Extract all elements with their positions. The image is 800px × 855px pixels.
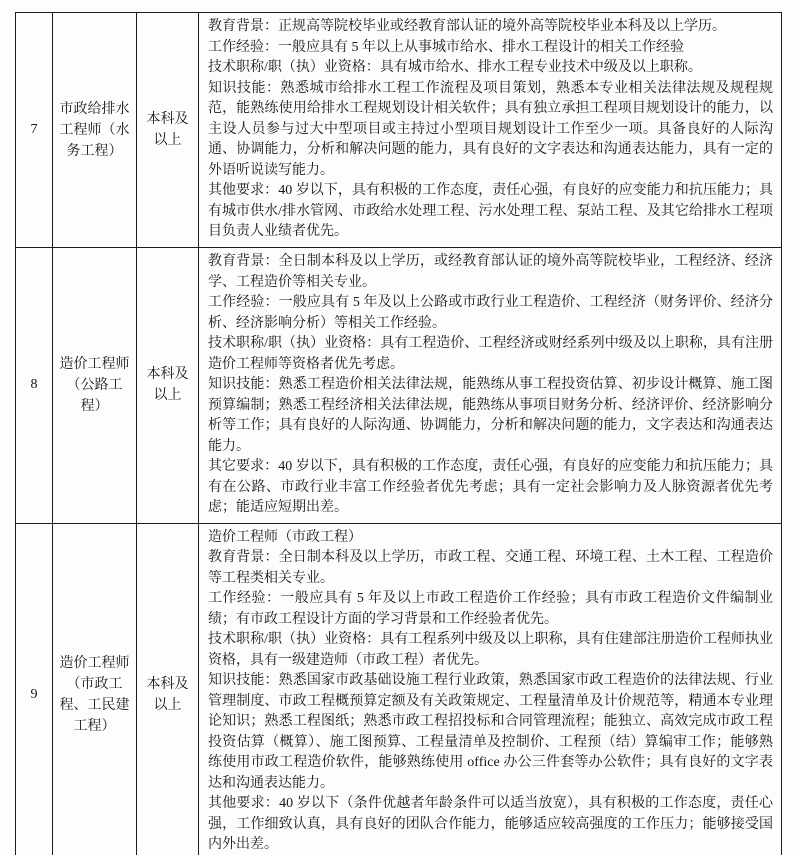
requirements-cell xyxy=(199,248,782,524)
requirement-paragraph: 教育背景：全日制本科及以上学历，或经教育部认证的境外高等院校毕业，工程经济、经济学、工程造价等相关专业。 xyxy=(208,254,773,290)
requirement-subtitle: 造价工程师（市政工程） xyxy=(208,529,362,545)
position-cell: 造价工程师（市政工程、工民建工程） xyxy=(53,523,137,855)
requirement-paragraph: 知识技能：熟悉工程造价相关法律法规，能熟练从事工程投资估算、初步设计概算、施工图预算编制；熟悉工程经济相关法律法规，能熟练从事项目财务分析、经济评价、经济影响分析等工作；具有良好的人际沟通、协调能力，分析和解决问题的能力，文字表达和沟通表达能力。 xyxy=(208,377,773,454)
row-number-cell: 7 xyxy=(16,13,53,248)
requirement-paragraph: 教育背景：正规高等院校毕业或经教育部认证的境外高等院校毕业本科及以上学历。 xyxy=(208,19,726,34)
requirement-paragraph: 知识技能：熟悉城市给排水工程工作流程及项目策划，熟悉本专业相关法律法规及规程规范，能熟练使用给排水工程规划设计相关软件；具有独立承担工程项目规划设计的能力，以主设人员参与过大中型项目或主持过小型项目规划设计工作至少一项。具备良好的人际沟通、协调能力，分析和解决问题的能力，具有良好的文字表达和沟通表达能力，具有一定的外语听说读写能力。 xyxy=(208,80,773,178)
row-number-cell: 9 xyxy=(16,523,53,855)
row-number-cell: 8 xyxy=(16,248,53,524)
requirement-paragraph: 技术职称/职（执）业资格：具有工程系列中级及以上职称，具有住建部注册造价工程师执业资格，具有一级建造师（市政工程）者优先。 xyxy=(208,632,773,668)
requirement-paragraph: 其它要求：40 岁以下，具有积极的工作态度，责任心强，有良好的应变能力和抗压能力；具有在公路、市政行业丰富工作经验者优先考虑；具有一定社会影响力及人脉资源者优先考虑；能适应短期出差。 xyxy=(208,459,773,515)
requirement-paragraph: 其他要求：40 岁以下，具有积极的工作态度，责任心强，有良好的应变能力和抗压能力；具有城市供水/排水管网、市政给水处理工程、污水处理工程、泵站工程、及其它给排水工程项目负责人业绩者优先。 xyxy=(208,183,773,239)
requirement-paragraph: 工作经验：一般应具有 5 年及以上公路或市政行业工程造价、工程经济（财务评价、经济分析、经济影响分析）等相关工作经验。 xyxy=(208,295,773,331)
job-requirements-table xyxy=(15,12,782,855)
education-cell: 本科及以上 xyxy=(137,248,199,524)
requirement-paragraph: 知识技能：熟悉国家市政基础设施工程行业政策，熟悉国家市政工程造价的法律法规、行业管理制度、市政工程概预算定额及有关政策规定、工程量清单及计价规范等，精通本专业理论知识；熟悉工程图纸；熟悉市政工程招投标和合同管理流程；能独立、高效完成市政工程投资估算（概算）、施工图预算、工程量清单及控制价、工程预（结）算编审工作；能够熟练使用市政工程造价软件，能够熟练使用 office 办公三件套等办公软件；具有良好的文字表达和沟通表达能力。 xyxy=(208,673,773,791)
education-cell: 本科及以上 xyxy=(137,523,199,855)
position-cell: 造价工程师（公路工程） xyxy=(53,248,137,524)
requirement-paragraph: 工作经验：一般应具有 5 年以上从事城市给水、排水工程设计的相关工作经验 xyxy=(208,39,684,55)
education-cell: 本科及以上 xyxy=(137,13,199,248)
requirement-paragraph: 技术职称/职（执）业资格：具有城市给水、排水工程专业技术中级及以上职称。 xyxy=(208,60,702,75)
requirement-paragraph: 其他要求：40 岁以下（条件优越者年龄条件可以适当放宽），具有积极的工作态度，责任心强，工作细致认真，具有良好的团队合作能力，能够适应较高强度的工作压力；能够接受国内外出差。 xyxy=(208,796,773,852)
position-cell: 市政给排水工程师（水务工程） xyxy=(53,13,137,248)
requirement-paragraph: 技术职称/职（执）业资格：具有工程造价、工程经济或财经系列中级及以上职称，具有注册造价工程师等资格者优先考虑。 xyxy=(208,336,773,372)
requirements-cell xyxy=(199,523,782,855)
requirement-paragraph: 工作经验：一般应具有 5 年及以上市政工程造价工作经验；具有市政工程造价文件编制业绩；有市政工程设计方面的学习背景和工作经验者优先。 xyxy=(208,591,773,627)
requirements-cell xyxy=(199,13,782,248)
table-row-7 xyxy=(16,13,782,248)
requirement-paragraph: 教育背景：全日制本科及以上学历，市政工程、交通工程、环境工程、土木工程、工程造价等工程类相关专业。 xyxy=(208,550,773,586)
table-row-9 xyxy=(16,523,782,855)
table-row-8 xyxy=(16,248,782,524)
